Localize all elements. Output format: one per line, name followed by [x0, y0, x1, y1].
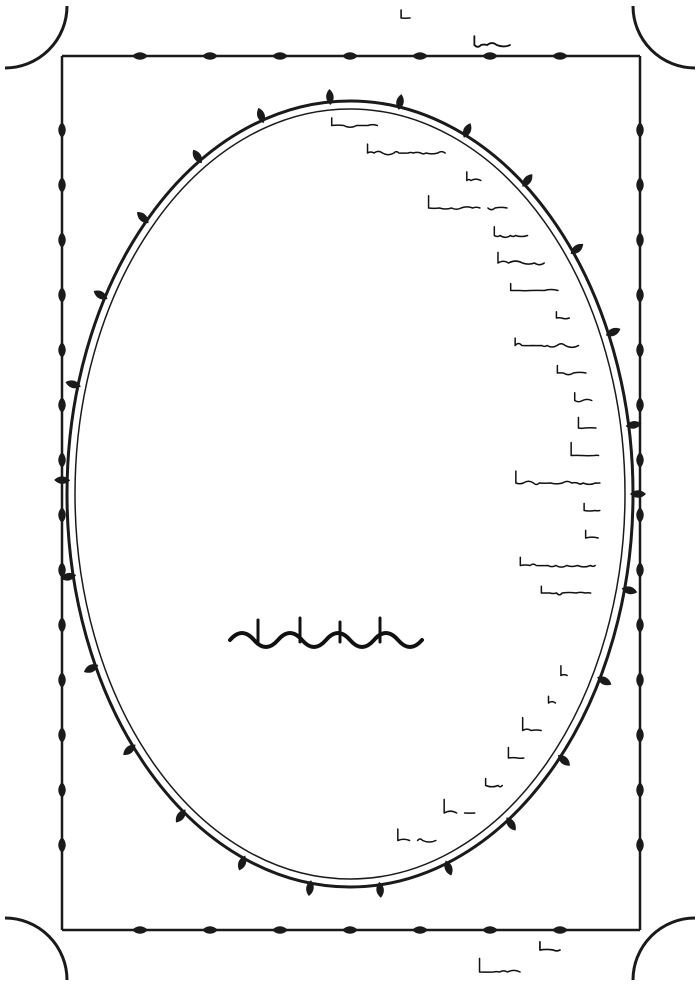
handwritten-line	[561, 666, 567, 676]
handwritten-line	[486, 779, 503, 787]
calligraphic-signature	[230, 618, 422, 647]
handwritten-line	[368, 144, 446, 155]
handwritten-line	[401, 10, 410, 20]
handwritten-line	[541, 586, 590, 600]
handwritten-line	[498, 252, 544, 264]
handwritten-line	[515, 338, 578, 351]
handwritten-line	[444, 799, 475, 813]
handwritten-line	[549, 696, 556, 704]
handwritten-line	[511, 284, 558, 291]
handwritten-line	[494, 227, 527, 238]
handwritten-line	[578, 417, 595, 428]
handwritten-line	[557, 365, 586, 378]
handwritten-line	[520, 557, 595, 567]
handwritten-lines	[332, 10, 600, 972]
handwritten-line	[508, 747, 523, 760]
handwritten-line	[575, 393, 592, 405]
handwritten-line	[571, 443, 598, 456]
handwritten-line	[584, 503, 600, 516]
handwritten-line	[467, 172, 481, 181]
handwritten-line	[398, 829, 436, 842]
handwritten-line	[332, 118, 378, 127]
handwritten-line	[516, 471, 600, 484]
handwritten-line	[586, 530, 599, 538]
handwritten-line	[556, 312, 569, 321]
handwritten-line	[523, 718, 541, 731]
handwritten-line	[540, 942, 560, 951]
handwritten-line	[480, 958, 520, 972]
handwritten-line	[429, 196, 507, 210]
handwritten-line	[474, 36, 510, 47]
